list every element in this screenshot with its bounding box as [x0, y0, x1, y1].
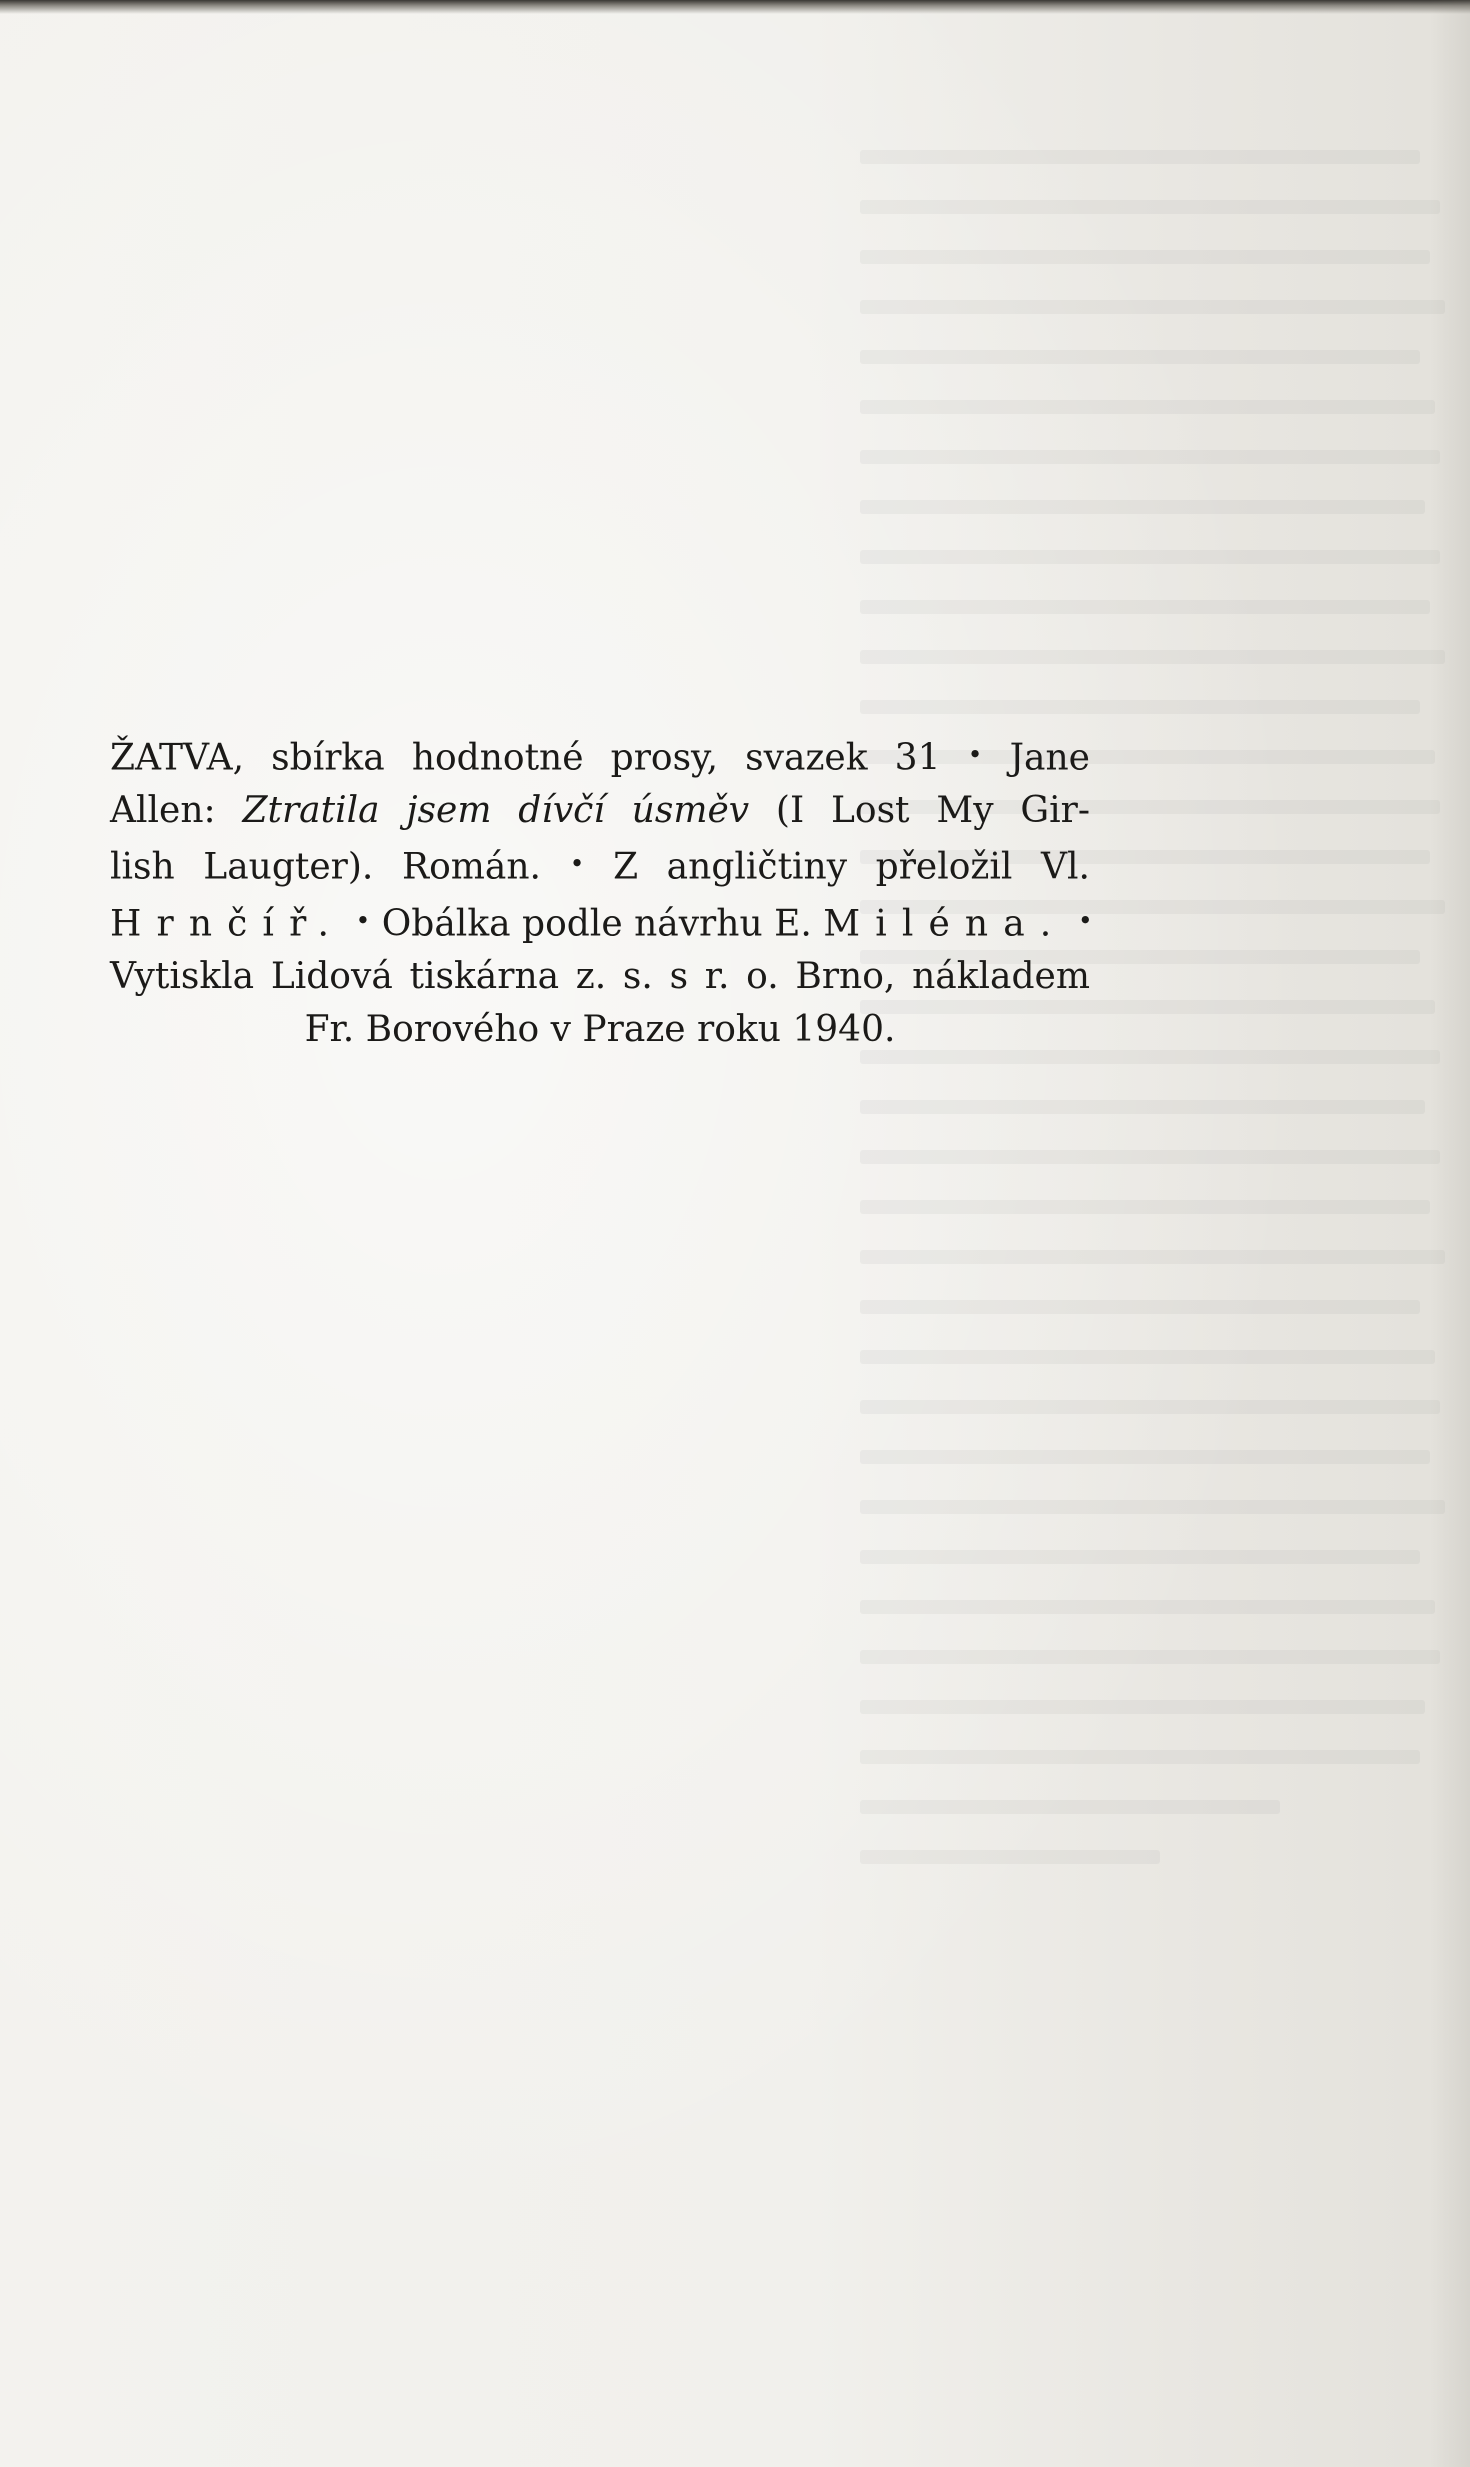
author-first-name: Jane	[1009, 737, 1090, 779]
bullet-separator: •	[967, 740, 983, 769]
imprint-line-6: Fr. Borového v Praze roku 1940.	[304, 1008, 896, 1050]
imprint-line-5: Vytiskla Lidová tiskárna z. s. s r. o. Brno, nákladem	[110, 955, 1090, 997]
translator-surname: Hrnčíř.	[110, 902, 345, 944]
imprint-line-4	[110, 894, 1093, 950]
bullet-separator: •	[569, 849, 585, 879]
book-title: Ztratila jsem dívčí úsměv	[242, 790, 750, 832]
series-info: ŽATVA, sbírka hodnotné prosy, svazek 31	[110, 737, 941, 779]
imprint-line-2	[110, 784, 1090, 837]
imprint-line-1	[110, 728, 1090, 784]
translation-credit: Z angličtiny přeložil Vl.	[613, 846, 1090, 888]
bullet-separator: •	[1077, 905, 1093, 935]
author-last-name: Allen:	[110, 790, 216, 832]
imprint-block	[110, 728, 1110, 1056]
cover-credit: Obálka podle návrhu E.	[381, 902, 812, 944]
imprint-line-3	[110, 837, 1090, 893]
original-title-start: (I Lost My Gir-	[775, 790, 1090, 832]
bullet-separator: •	[355, 905, 371, 935]
original-title-end: lish Laugter). Román.	[110, 846, 541, 888]
illustrator-surname: Miléna.	[823, 902, 1067, 944]
